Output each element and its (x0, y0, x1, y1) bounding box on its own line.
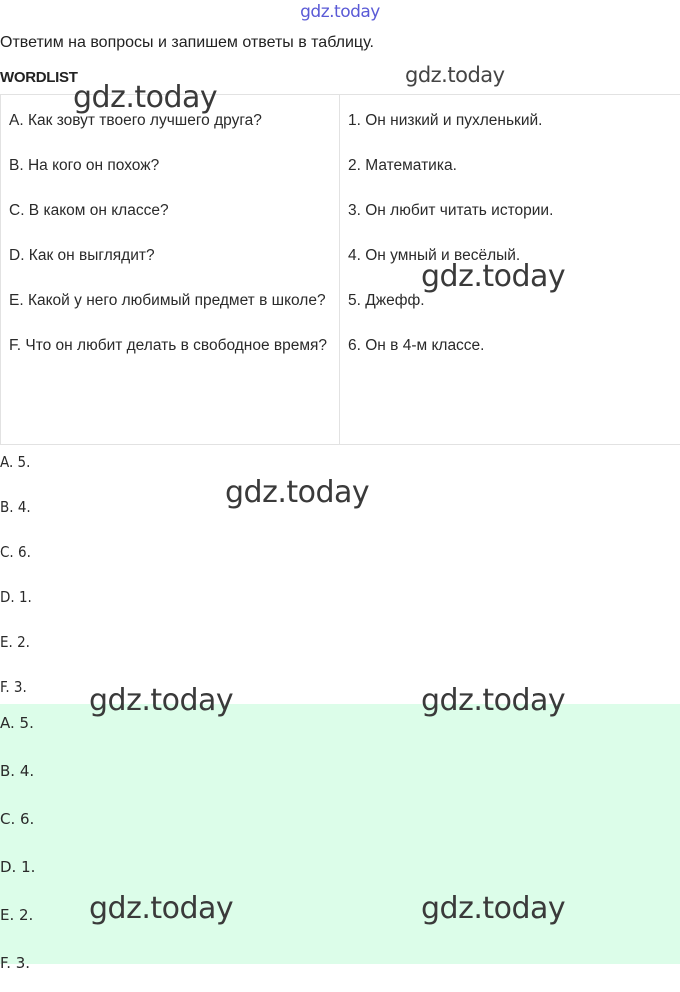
watermark: gdz.today (421, 683, 565, 718)
match-item: D. 1. (0, 580, 680, 625)
match-item: E. 2. (0, 625, 680, 670)
watermark: gdz.today (73, 80, 217, 115)
answer-item: 4. Он умный и весёлый. (348, 238, 672, 274)
highlighted-match-item: C. 6. (0, 800, 680, 848)
watermark: gdz.today (89, 683, 233, 718)
question-item: C. В каком он классе? (9, 193, 331, 229)
highlighted-match-item: F. 3. (0, 944, 680, 992)
watermark: gdz.today (421, 891, 565, 926)
questions-column (1, 95, 340, 445)
answer-item: 3. Он любит читать истории. (348, 193, 672, 229)
watermark: gdz.today (405, 63, 505, 87)
question-item: A. Как зовут твоего лучшего друга? (9, 103, 331, 139)
question-item: E. Какой у него любимый предмет в школе? (9, 283, 331, 319)
match-item: B. 4. (0, 490, 680, 535)
answer-item: 1. Он низкий и пухленький. (348, 103, 672, 139)
match-item: F. 3. (0, 670, 680, 715)
match-item: A. 5. (0, 445, 680, 490)
answer-item: 5. Джефф. (348, 283, 672, 319)
answer-item: 2. Математика. (348, 148, 672, 184)
question-item: B. На кого он похож? (9, 148, 331, 184)
highlighted-match-item: B. 4. (0, 752, 680, 800)
highlighted-match-item: A. 5. (0, 704, 680, 752)
answer-highlight-box (0, 704, 680, 964)
answers-column (340, 95, 680, 445)
question-item: D. Как он выглядит? (9, 238, 331, 274)
intro-text: Ответим на вопросы и запишем ответы в таблицу. (0, 34, 374, 52)
wordlist-table (0, 94, 680, 445)
highlighted-match-item: D. 1. (0, 848, 680, 896)
answer-item: 6. Он в 4-м классе. (348, 328, 672, 364)
watermark: gdz.today (421, 259, 565, 294)
match-list (0, 445, 680, 715)
match-item: C. 6. (0, 535, 680, 580)
highlighted-match-item: E. 2. (0, 896, 680, 944)
watermark: gdz.today (89, 891, 233, 926)
site-logo[interactable]: gdz.today (0, 2, 680, 22)
question-item: F. Что он любит делать в свободное время? (9, 328, 331, 364)
wordlist-title: WORDLIST (0, 69, 78, 86)
watermark: gdz.today (225, 475, 369, 510)
